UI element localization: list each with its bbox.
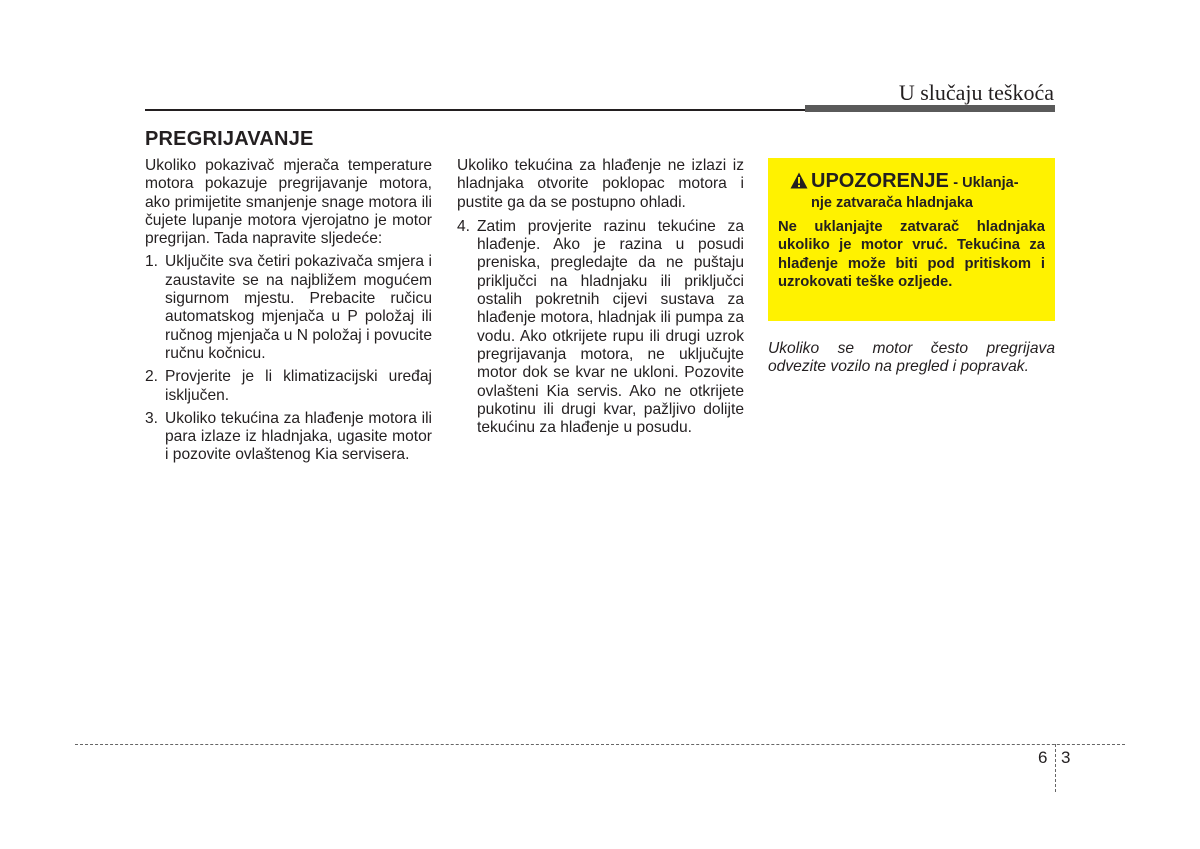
list-item-number: 4. (457, 217, 471, 235)
warning-triangle-icon (790, 172, 808, 189)
list-item-text: Zatim provjerite razinu tekućine za hlađenje. Ako je razina u posudi preniska, pregledajte da ne puštaju priključci na hladnjaku ili priključci ostalih pokretnih cijevi sustava za hlađenje motora, hladnjak ili pumpa za vodu. Ako otkrijete rupu ili drugi uzrok pregrijavanja motora, ne uključujte motor dok se kvar ne ukloni. Pozovite ovlašteni Kia servis. Ako ne otkrijete pukotinu ili drugi kvar, pažljivo dolijte tekućinu za hlađenje u posudu. (477, 217, 744, 437)
section-title: PREGRIJAVANJE (145, 128, 314, 150)
text-column-middle (457, 157, 744, 442)
warning-body: Ne uklanjajte zatvarač hladnjaka ukoliko je motor vruć. Tekućina za hlađenje može biti pod pritiskom i uzrokovati teške ozljede. (778, 219, 1045, 291)
warning-heading (778, 170, 1045, 212)
footer-divider (1055, 744, 1056, 792)
list-item-number: 1. (145, 253, 159, 271)
steps-list (457, 218, 744, 438)
chapter-number: 6 (1038, 748, 1048, 767)
note-text: Ukoliko se motor često pregrijava odvezite vozilo na pregled i popravak. (768, 340, 1055, 376)
list-item-text: Provjerite je li klimatizacijski uređaj isključen. (165, 368, 432, 404)
steps-list (145, 253, 432, 464)
intro-paragraph: Ukoliko pokazivač mjerača temperature motora pokazuje pregrijavanje motora, ako primijetite smanjenje snage motora ili čujete lupanje motora vjerojatno je motor pregrijan. Tada napravite sljedeće: (145, 157, 432, 248)
running-header-title: U slučaju teškoća (898, 80, 1054, 105)
warning-label: UPOZORENJE (811, 170, 949, 192)
list-item-number: 3. (145, 409, 159, 427)
header-rule (145, 109, 805, 111)
list-item-text: Uključite sva četiri pokazivača smjera i zaustavite se na najbližem mogućem sigurnom mjestu. Prebacite ručicu automatskog mjenjača u P položaj ili ručnog mjenjača u N položaj i povucite ručnu kočnicu. (165, 253, 432, 362)
list-item-number: 2. (145, 368, 159, 386)
list-item (145, 368, 432, 405)
warning-subtitle-end: nje zatvarača hladnjaka (811, 195, 973, 211)
list-item (457, 218, 744, 438)
warning-box (768, 158, 1055, 321)
text-column-left (145, 157, 432, 470)
page-number: 3 (1061, 748, 1071, 767)
list-item (145, 410, 432, 465)
list-item-text: Ukoliko tekućina za hlađenje motora ili para izlaze iz hladnjaka, ugasite motor i pozovite ovlaštenog Kia servisera. (165, 409, 432, 464)
list-item (145, 253, 432, 363)
intro-paragraph: Ukoliko tekućina za hlađenje ne izlazi iz hladnjaka otvorite poklopac motora i pustite ga da se postupno ohladi. (457, 157, 744, 211)
warning-subtitle-start: - Uklanja- (953, 175, 1019, 191)
header-rule-accent (805, 105, 1055, 112)
footer-rule (75, 744, 1125, 745)
